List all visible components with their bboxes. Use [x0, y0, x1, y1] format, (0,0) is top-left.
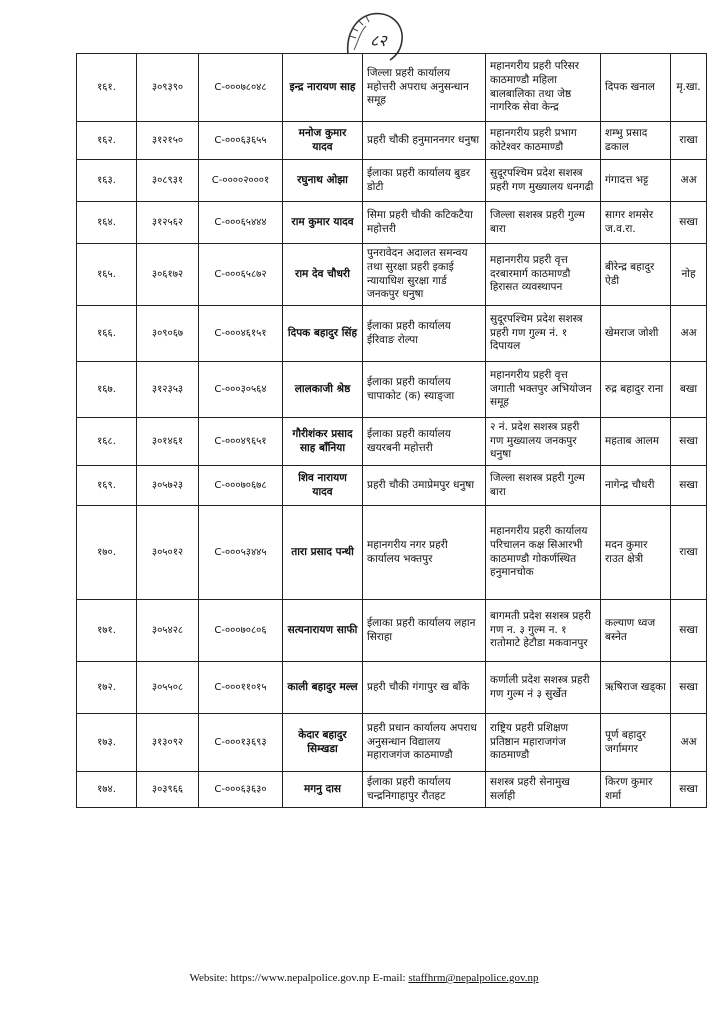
serial-number: १६१. — [77, 54, 137, 122]
personnel-name: केदार बहादुर सिम्खडा — [283, 714, 363, 772]
table-row — [77, 160, 707, 202]
serial-number: १७१. — [77, 600, 137, 662]
serial-number: १६३. — [77, 160, 137, 202]
remark-code: नोह — [671, 244, 707, 306]
recommender-name: नागेन्द्र चौधरी — [601, 466, 671, 506]
svg-text:८२: ८२ — [370, 31, 387, 50]
transfer-office: बागमती प्रदेश सशस्त्र प्रहरी गण न. ३ गुल्म न. १ रातोमाटे हेटौडा मकवानपुर — [486, 600, 601, 662]
current-office: प्रहरी चौकी उमाप्रेमपुर धनुषा — [363, 466, 486, 506]
personnel-name: दिपक बहादुर सिंह — [283, 306, 363, 362]
current-office: पुनरावेदन अदालत समन्वय तथा सुरक्षा प्रहरी इकाई न्यायाधिश सुरक्षा गार्ड जनकपुर धनुषा — [363, 244, 486, 306]
recommender-name: खेमराज जोशी — [601, 306, 671, 362]
employee-code: C-०००१३६९३ — [199, 714, 283, 772]
transfer-office: जिल्ला सशस्त्र प्रहरी गुल्म बारा — [486, 202, 601, 244]
police-number: ३०५४२८ — [137, 600, 199, 662]
current-office: प्रहरी प्रधान कार्यालय अपराध अनुसन्धान विद्यालय महाराजगंज काठमाण्डौ — [363, 714, 486, 772]
employee-code: C-०००११०१५ — [199, 662, 283, 714]
table-row — [77, 600, 707, 662]
current-office: प्रहरी चौकी हनुमाननगर धनुषा — [363, 122, 486, 160]
remark-code: बखा — [671, 362, 707, 418]
serial-number: १६२. — [77, 122, 137, 160]
police-number: ३०९३९० — [137, 54, 199, 122]
remark-code: सखा — [671, 202, 707, 244]
serial-number: १६५. — [77, 244, 137, 306]
serial-number: १७२. — [77, 662, 137, 714]
current-office: ईलाका प्रहरी कार्यालय चापाकोट (क) स्याङ्जा — [363, 362, 486, 418]
employee-code: C-०००७०८०६ — [199, 600, 283, 662]
police-number: ३०६१७२ — [137, 244, 199, 306]
table-row — [77, 418, 707, 466]
recommender-name: मदन कुमार राउत क्षेत्री — [601, 506, 671, 600]
website-text: Website: https://www.nepalpolice.gov.np — [189, 972, 370, 984]
serial-number: १६८. — [77, 418, 137, 466]
recommender-name: कल्याण ध्वज बस्नेत — [601, 600, 671, 662]
current-office: ईलाका प्रहरी कार्यालय चन्द्रनिगाहापुर रौतहट — [363, 772, 486, 808]
transfer-office: २ नं. प्रदेश सशस्त्र प्रहरी गण मुख्यालय जनकपुर धनुषा — [486, 418, 601, 466]
email-label: E-mail: — [372, 972, 406, 984]
table-row — [77, 466, 707, 506]
transfer-office: महानगरीय प्रहरी परिसर काठमाण्डौ महिला बालबालिका तथा जेष्ठ नागरिक सेवा केन्द्र — [486, 54, 601, 122]
remark-code: सखा — [671, 466, 707, 506]
recommender-name: दिपक खनाल — [601, 54, 671, 122]
current-office: जिल्ला प्रहरी कार्यालय महोत्तरी अपराध अनुसन्धान समूह — [363, 54, 486, 122]
serial-number: १६४. — [77, 202, 137, 244]
employee-code: C-०००४६१५१ — [199, 306, 283, 362]
recommender-name: पूर्ण बहादुर जर्गामगर — [601, 714, 671, 772]
recommender-name: महताब आलम — [601, 418, 671, 466]
recommender-name: शम्भु प्रसाद ढकाल — [601, 122, 671, 160]
remark-code: सखा — [671, 600, 707, 662]
remark-code: राखा — [671, 506, 707, 600]
serial-number: १७३. — [77, 714, 137, 772]
employee-code: C-०००६३६३० — [199, 772, 283, 808]
recommender-name: ऋषिराज खड्का — [601, 662, 671, 714]
police-number: ३१३०९२ — [137, 714, 199, 772]
police-number: ३१२५६२ — [137, 202, 199, 244]
recommender-name: गंगादत्त भट्ट — [601, 160, 671, 202]
remark-code: सखा — [671, 662, 707, 714]
serial-number: १६६. — [77, 306, 137, 362]
transfer-office: महानगरीय प्रहरी कार्यालय परिचालन कक्ष सिआरभी काठमाण्डौ गोकर्णस्थित हनुमानचोक — [486, 506, 601, 600]
table-row — [77, 362, 707, 418]
current-office: सिमा प्रहरी चौकी कटिकटैया महोत्तरी — [363, 202, 486, 244]
employee-code: C-०००५३४४५ — [199, 506, 283, 600]
current-office: ईलाका प्रहरी कार्यालय खयरबनी महोत्तरी — [363, 418, 486, 466]
transfer-office: जिल्ला सशस्त्र प्रहरी गुल्म बारा — [486, 466, 601, 506]
table-row — [77, 306, 707, 362]
recommender-name: सागर शमसेर ज.व.रा. — [601, 202, 671, 244]
employee-code: C-००००२०००१ — [199, 160, 283, 202]
email-link[interactable]: staffhrm@nepalpolice.gov.np — [408, 972, 539, 984]
personnel-name: राम कुमार यादव — [283, 202, 363, 244]
police-number: ३०५७२३ — [137, 466, 199, 506]
employee-code: C-०००७८०४८ — [199, 54, 283, 122]
table-row — [77, 122, 707, 160]
transfer-table — [76, 53, 707, 808]
current-office: ईलाका प्रहरी कार्यालय लहान सिराहा — [363, 600, 486, 662]
personnel-name: मनोज कुमार यादव — [283, 122, 363, 160]
serial-number: १६९. — [77, 466, 137, 506]
police-number: ३०५०१२ — [137, 506, 199, 600]
remark-code: अअ — [671, 714, 707, 772]
table-row — [77, 202, 707, 244]
transfer-office: महानगरीय प्रहरी वृत्त दरबारमार्ग काठमाण्डौ हिरासत व्यवस्थापन — [486, 244, 601, 306]
serial-number: १७०. — [77, 506, 137, 600]
recommender-name: किरण कुमार शर्मा — [601, 772, 671, 808]
table-row — [77, 714, 707, 772]
remark-code: अअ — [671, 160, 707, 202]
table-row — [77, 54, 707, 122]
employee-code: C-०००६५८७२ — [199, 244, 283, 306]
table-row — [77, 506, 707, 600]
personnel-name: तारा प्रसाद पन्थी — [283, 506, 363, 600]
transfer-office: सुदूरपश्चिम प्रदेश सशस्त्र प्रहरी गण गुल्म नं. १ दिपायल — [486, 306, 601, 362]
transfer-office: कर्णाली प्रदेश सशस्त्र प्रहरी गण गुल्म नं ३ सुर्खेत — [486, 662, 601, 714]
personnel-name: शिव नारायण यादव — [283, 466, 363, 506]
personnel-name: सत्यनारायण साफी — [283, 600, 363, 662]
personnel-name: गौरीशंकर प्रसाद साह बाँनिया — [283, 418, 363, 466]
serial-number: १७४. — [77, 772, 137, 808]
police-number: ३०५५०८ — [137, 662, 199, 714]
personnel-name: काली बहादुर मल्ल — [283, 662, 363, 714]
current-office: प्रहरी चौकी गंगापुर ख बाँके — [363, 662, 486, 714]
employee-code: C-०००७०६७८ — [199, 466, 283, 506]
page-footer — [0, 972, 728, 984]
recommender-name: बीरेन्द्र बहादुर ऐडी — [601, 244, 671, 306]
recommender-name: रुद्र बहादुर राना — [601, 362, 671, 418]
transfer-office: महानगरीय प्रहरी प्रभाग कोटेश्वर काठमाण्डौ — [486, 122, 601, 160]
remark-code: सखा — [671, 418, 707, 466]
serial-number: १६७. — [77, 362, 137, 418]
employee-code: C-०००६३६५५ — [199, 122, 283, 160]
transfer-office: महानगरीय प्रहरी वृत्त जगाती भक्तपुर अभियोजन समूह — [486, 362, 601, 418]
remark-code: राखा — [671, 122, 707, 160]
transfer-office: राष्ट्रिय प्रहरी प्रशिक्षण प्रतिष्ठान महाराजगंज काठमाण्डौ — [486, 714, 601, 772]
police-number: ३१२३५३ — [137, 362, 199, 418]
transfer-office: सुदूरपश्चिम प्रदेश सशस्त्र प्रहरी गण मुख्यालय धनगढी — [486, 160, 601, 202]
personnel-name: इन्द्र नारायण साह — [283, 54, 363, 122]
police-number: ३०९०६७ — [137, 306, 199, 362]
police-number: ३०८९३१ — [137, 160, 199, 202]
remark-code: सखा — [671, 772, 707, 808]
personnel-name: मगनु दास — [283, 772, 363, 808]
remark-code: मृ.खा. — [671, 54, 707, 122]
employee-code: C-०००३०५६४ — [199, 362, 283, 418]
personnel-name: रघुनाथ ओझा — [283, 160, 363, 202]
transfer-office: सशस्त्र प्रहरी सेनामुख सर्लाही — [486, 772, 601, 808]
table-row — [77, 244, 707, 306]
police-number: ३०१४६१ — [137, 418, 199, 466]
remark-code: अअ — [671, 306, 707, 362]
personnel-name: राम देव चौधरी — [283, 244, 363, 306]
employee-code: C-०००४९६५१ — [199, 418, 283, 466]
current-office: ईलाका प्रहरी कार्यालय बुडर डोटी — [363, 160, 486, 202]
table-row — [77, 662, 707, 714]
current-office: महानगरीय नगर प्रहरी कार्यालय भक्तपुर — [363, 506, 486, 600]
current-office: ईलाका प्रहरी कार्यालय ईरिवाङ रोल्पा — [363, 306, 486, 362]
table-row — [77, 772, 707, 808]
employee-code: C-०००६५४४४ — [199, 202, 283, 244]
police-number: ३१२१५० — [137, 122, 199, 160]
police-number: ३०३९६६ — [137, 772, 199, 808]
personnel-name: लालकाजी श्रेष्ठ — [283, 362, 363, 418]
